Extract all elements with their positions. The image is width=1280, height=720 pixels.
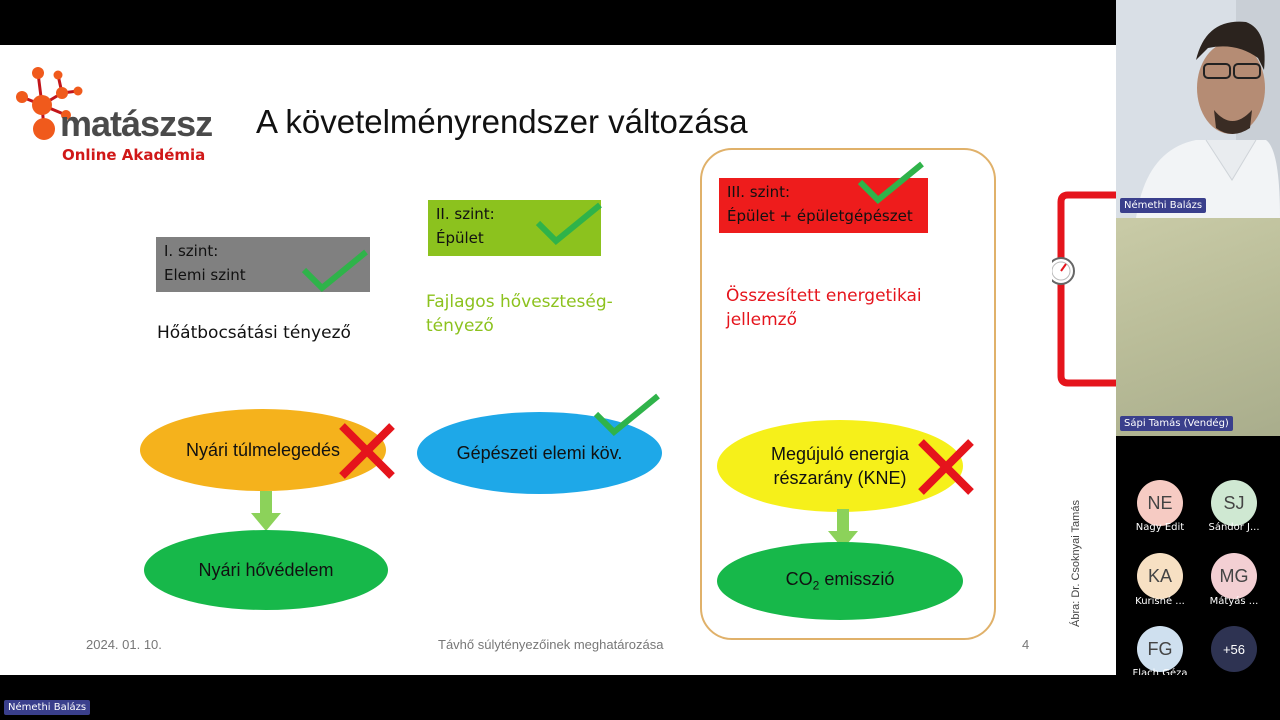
speaker-name-tag: Némethi Balázs (1120, 198, 1206, 213)
red-x-icon (336, 420, 398, 482)
active-speaker-name-tag: Némethi Balázs (4, 700, 90, 715)
participant-name: Flach Géza (1132, 668, 1188, 675)
footer-title: Távhő súlytényezőinek meghatározása (438, 637, 664, 652)
checkmark-icon (592, 392, 662, 438)
level2-label (426, 290, 613, 338)
participant-name: Mátyás ... (1209, 596, 1259, 607)
checkmark-icon (534, 201, 604, 247)
co2-text (786, 569, 895, 593)
speaker-video-tile[interactable] (1116, 0, 1280, 218)
more-participants-button[interactable]: +56 (1211, 626, 1257, 672)
avatar[interactable]: FG (1137, 626, 1183, 672)
guest-name-tag: Sápi Tamás (Vendég) (1120, 416, 1233, 431)
down-arrow-icon (251, 491, 281, 533)
avatar[interactable]: NE (1137, 480, 1183, 526)
level1-label: Hőátbocsátási tényező (157, 323, 351, 343)
level1-line1: I. szint: (164, 242, 219, 260)
logo-wordmark: matászsz (60, 103, 213, 144)
participant-avatar-grid (1116, 436, 1280, 675)
level3-line2: Épület + épületgépészet (727, 207, 913, 225)
level3-label-line1: Összesített energetikai (726, 286, 922, 306)
avatar[interactable]: MG (1211, 553, 1257, 599)
renewable-text-line1: Megújuló energia (770, 444, 910, 464)
summer-overheating-text: Nyári túlmelegedés (185, 439, 341, 460)
co2-suffix: emisszió (819, 569, 895, 590)
heat-pipe-icon (1052, 188, 1116, 388)
guest-video-tile[interactable] (1116, 218, 1280, 436)
level1-line2: Elemi szint (164, 266, 246, 284)
co2-prefix: CO (785, 569, 813, 590)
level3-label-line2: jellemző (726, 310, 797, 330)
renewable-text-line2: részarány (KNE) (773, 468, 907, 488)
red-x-icon (915, 436, 977, 498)
participant-name: Kurisné ... (1135, 596, 1185, 607)
co2-subscript: 2 (812, 578, 820, 593)
mechanical-text: Gépészeti elemi köv. (456, 442, 623, 463)
level2-line2: Épület (436, 229, 484, 247)
co2-ellipse (717, 542, 963, 620)
checkmark-icon (300, 248, 370, 294)
presentation-slide (0, 45, 1116, 675)
summer-protection-ellipse (144, 530, 388, 610)
level2-line1: II. szint: (436, 205, 495, 223)
level2-label-line1: Fajlagos hőveszteség- (426, 292, 613, 312)
level3-label (726, 284, 922, 332)
level2-label-line2: tényező (426, 316, 494, 336)
participant-name: Sándor J... (1208, 522, 1260, 533)
participant-name: Nagy Edit (1135, 522, 1185, 533)
avatar[interactable]: SJ (1211, 480, 1257, 526)
footer-page-number: 4 (1022, 637, 1030, 652)
footer-date: 2024. 01. 10. (86, 637, 162, 652)
level3-line1: III. szint: (727, 183, 791, 201)
checkmark-icon (856, 160, 926, 206)
summer-protection-text: Nyári hővédelem (198, 559, 334, 580)
avatar[interactable]: KA (1137, 553, 1183, 599)
speaker-video-frame (1116, 0, 1280, 218)
slide-title: A követelményrendszer változása (256, 103, 748, 140)
figure-credit: Ábra: Dr. Csoknyai Tamás (1070, 500, 1082, 627)
logo-subtitle: Online Akadémia (62, 146, 206, 164)
